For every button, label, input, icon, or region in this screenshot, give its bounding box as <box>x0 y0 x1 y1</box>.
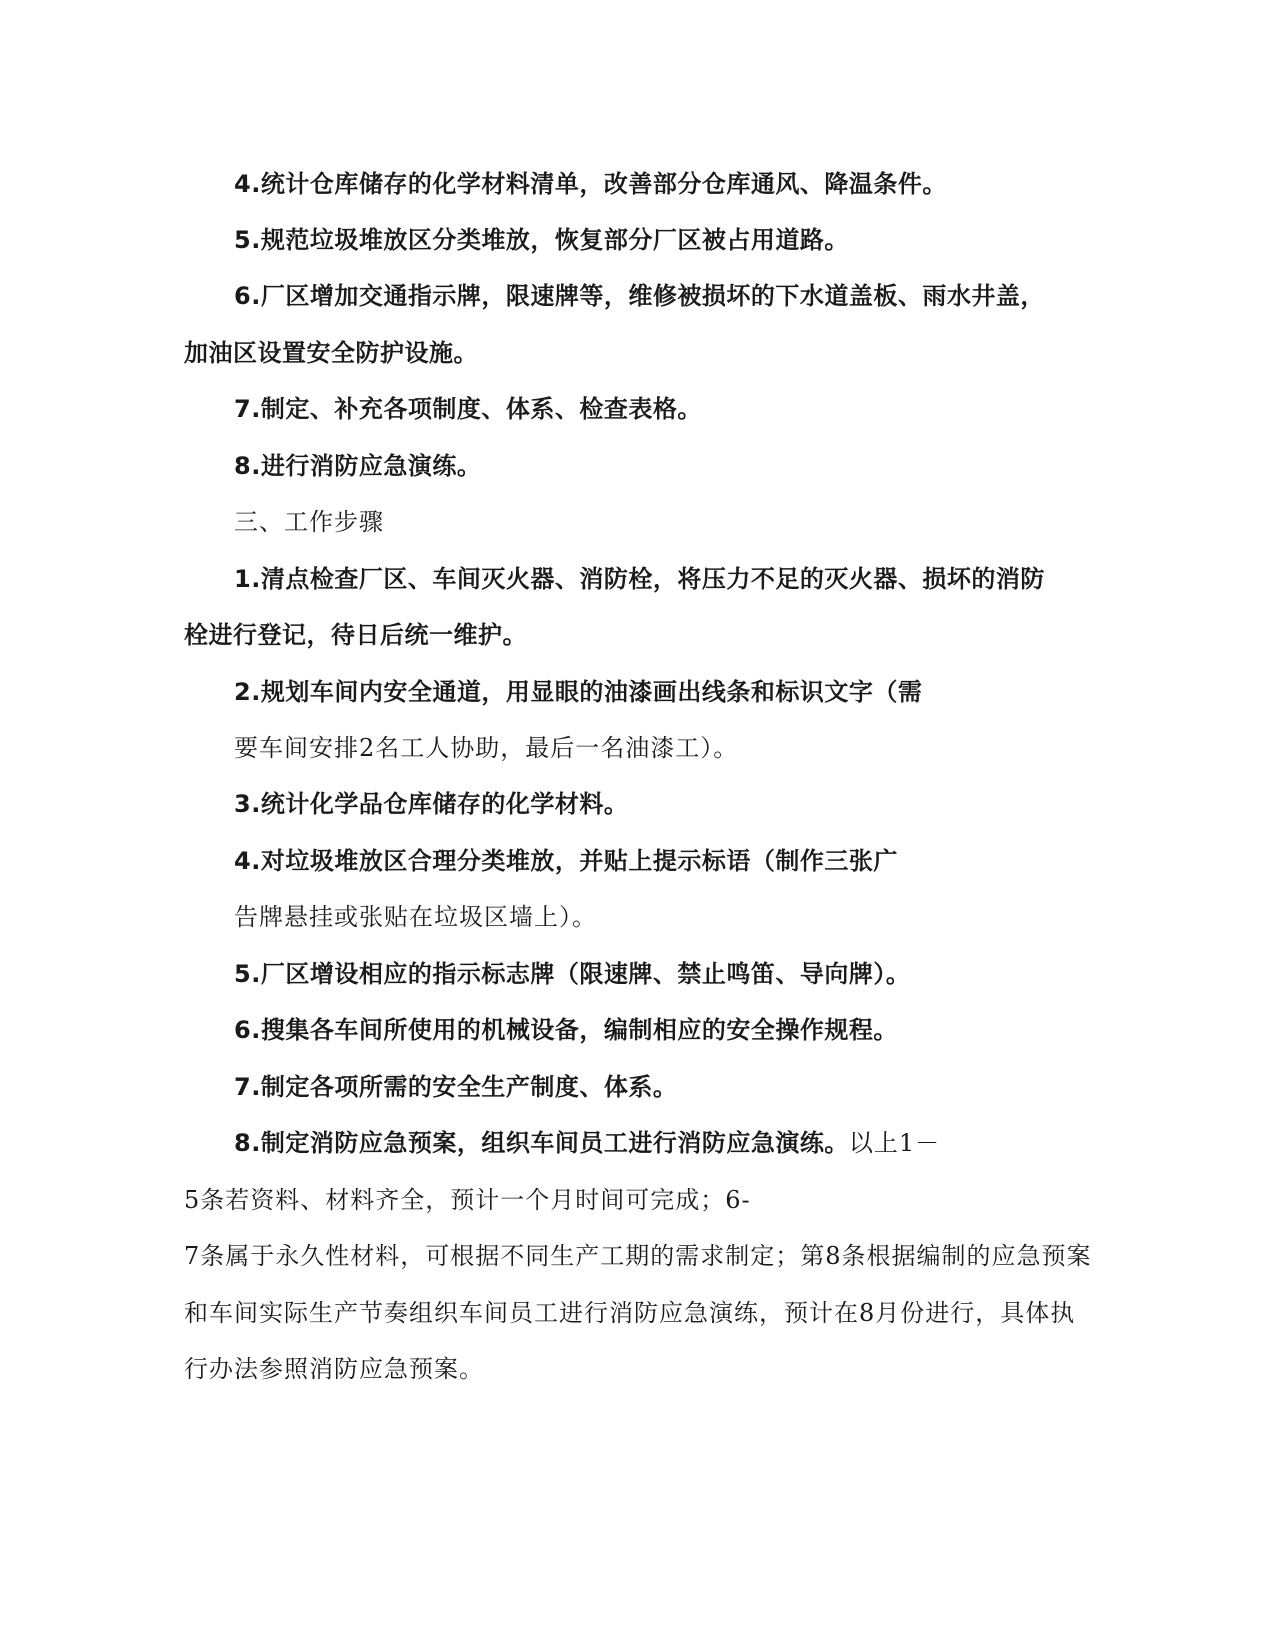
paragraph-line: 和车间实际生产节奏组织车间员工进行消防应急演练，预计在8月份进行，具体执 <box>184 1299 1076 1327</box>
paragraph-line: 加油区设置安全防护设施。 <box>184 339 478 367</box>
paragraph-line: 4.统计仓库储存的化学材料清单，改善部分仓库通风、降温条件。 <box>234 170 947 198</box>
paragraph-line: 1.清点检查厂区、车间灭火器、消防栓，将压力不足的灭火器、损坏的消防 <box>234 565 1045 593</box>
paragraph-line: 7.制定各项所需的安全生产制度、体系。 <box>234 1073 678 1101</box>
paragraph-line: 5条若资料、材料齐全，预计一个月时间可完成；6- <box>184 1186 751 1214</box>
paragraph-line: 6.搜集各车间所使用的机械设备，编制相应的安全操作规程。 <box>234 1016 898 1044</box>
section-heading: 三、工作步骤 <box>234 508 384 536</box>
paragraph-line: 告牌悬挂或张贴在垃圾区墙上）。 <box>234 903 597 931</box>
paragraph-line: 4.对垃圾堆放区合理分类堆放，并贴上提示标语（制作三张广 <box>234 847 898 875</box>
paragraph-line: 2.规划车间内安全通道，用显眼的油漆画出线条和标识文字（需 <box>234 678 923 706</box>
paragraph-line-bold-part: 8.制定消防应急预案，组织车间员工进行消防应急演练。 <box>234 1129 849 1157</box>
paragraph-line: 5.厂区增设相应的指示标志牌（限速牌、禁止鸣笛、导向牌）。 <box>234 960 911 988</box>
paragraph-line-mixed <box>234 1127 940 1160</box>
paragraph-line: 8.进行消防应急演练。 <box>234 452 482 480</box>
paragraph-line: 7.制定、补充各项制度、体系、检查表格。 <box>234 395 702 423</box>
paragraph-line: 5.规范垃圾堆放区分类堆放，恢复部分厂区被占用道路。 <box>234 226 849 254</box>
paragraph-line-normal-part: 以上1－ <box>848 1129 941 1157</box>
paragraph-line: 6.厂区增加交通指示牌，限速牌等，维修被损坏的下水道盖板、雨水井盖， <box>234 282 1045 310</box>
paragraph-line: 栓进行登记，待日后统一维护。 <box>184 621 527 649</box>
paragraph-line: 7条属于永久性材料，可根据不同生产工期的需求制定；第8条根据编制的应急预案 <box>184 1242 1092 1270</box>
paragraph-line: 行办法参照消防应急预案。 <box>184 1355 484 1383</box>
paragraph-line: 要车间安排2名工人协助，最后一名油漆工）。 <box>234 734 739 762</box>
paragraph-line: 3.统计化学品仓库储存的化学材料。 <box>234 790 629 818</box>
